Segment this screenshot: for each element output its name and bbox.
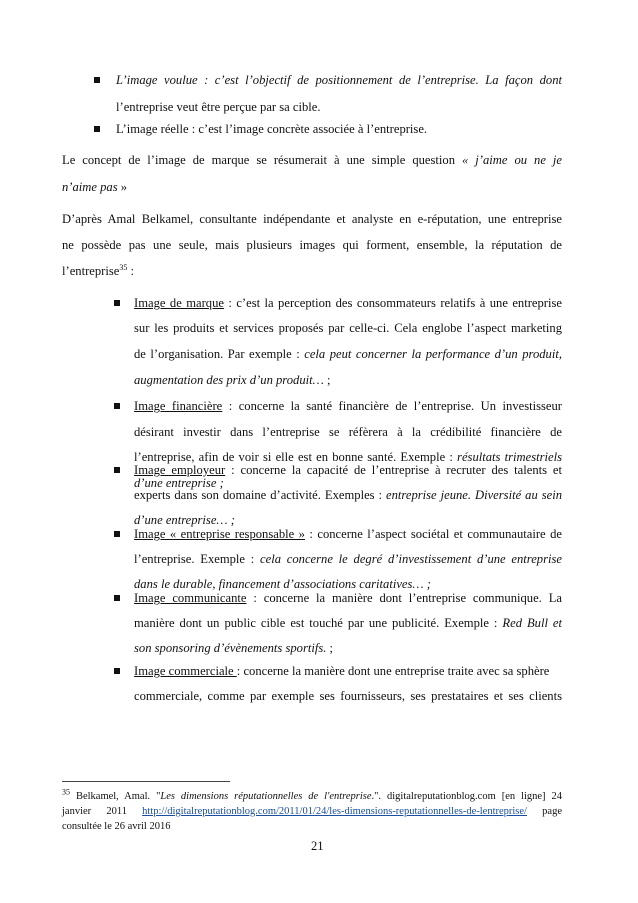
- item-communicating-line-1: Image communicante : concerne la manière dont l’entreprise communique. La: [134, 591, 562, 605]
- item-responsible-line-3: dans le durable, financement d’associations caritatives… ;: [134, 577, 431, 591]
- footnote-line-1: $^{35}$ Belkamel, Amal. "Les dimensions réputationnelles de l'entreprise.". digitalreputationblog.com [en ligne] 24: [62, 787, 562, 802]
- footnote-link[interactable]: http://digitalreputationblog.com/2011/01/24/les-dimensions-reputationnelles-de-lentreprise/: [142, 806, 527, 817]
- footnote-line-3: consultée le 26 avril 2016: [62, 821, 171, 832]
- bullet-icon: [114, 595, 120, 601]
- item-brand-line-1: Image de marque : c’est la perception des consommateurs relatifs à une entreprise: [134, 296, 562, 310]
- intro-bullet-2: L’image réelle : c’est l’image concrète associée à l’entreprise.: [116, 122, 428, 136]
- para1-line-2: n’aime pas »: [62, 180, 128, 194]
- footnote-separator: [62, 781, 230, 782]
- item-brand-line-4: augmentation des prix d’un produit… ;: [134, 373, 331, 387]
- para2-line-1: D’après Amal Belkamel, consultante indépendante et analyste en e-réputation, une entreprise: [62, 212, 562, 226]
- intro-bullet-1-line-1: L’image voulue : c’est l’objectif de positionnement de l’entreprise. La façon dont: [116, 73, 562, 87]
- item-finance-line-4: d’une entreprise ;: [134, 476, 224, 490]
- bullet-icon: [114, 467, 120, 473]
- item-employer-line-2: experts dans son domaine d’activité. Exemples : entreprise jeune. Diversité au sein: [134, 488, 563, 502]
- item-finance-line-2: désirant investir dans l’entreprise se réfèrera à la crédibilité financière de: [134, 425, 562, 439]
- item-communicating-line-3: son sponsoring d’évènements sportifs. ;: [134, 641, 334, 655]
- footnote-line-2: janvier 2011 http://digitalreputationblog.com/2011/01/24/les-dimensions-reputationnelles-de-lentreprise/ page: [62, 806, 562, 817]
- para2-line-3: l’entreprise$^{35}$ :: [62, 262, 134, 278]
- bullet-icon: [114, 531, 120, 537]
- item-commercial-line-1: Image commerciale : concerne la manière dont une entreprise traite avec sa sphère: [134, 664, 550, 678]
- item-finance-line-3: l’entreprise, afin de voir si elle est en bonne santé. Exemple : résultats trimestriels: [134, 450, 562, 464]
- bullet-icon: [94, 126, 100, 132]
- item-communicating-line-2: manière dont un public cible est touché par une publicité. Exemple : Red Bull et: [134, 616, 562, 630]
- item-finance-line-1: Image financière : concerne la santé financière de l’entreprise. Un investisseur: [134, 399, 562, 413]
- item-employer-line-3: d’une entreprise… ;: [134, 513, 235, 527]
- page-number: 21: [311, 839, 324, 853]
- footnote-ref: 35: [119, 262, 128, 272]
- bullet-icon: [114, 403, 120, 409]
- item-employer-term: Image employeur: [134, 463, 226, 477]
- para2-line-2: ne possède pas une seule, mais plusieurs images qui forment, ensemble, la réputation de: [62, 238, 562, 252]
- item-commercial-line-2: commerciale, comme par exemple ses fournisseurs, ses prestataires et ses clients: [134, 689, 562, 703]
- para1-line-1: Le concept de l’image de marque se résumerait à une simple question « j’aime ou ne je: [62, 153, 562, 167]
- item-communicating-term: Image communicante: [134, 591, 247, 605]
- item-brand-line-3: de l’organisation. Par exemple : cela peut concerner la performance d’un produit,: [134, 347, 562, 361]
- item-brand-line-2: sur les produits et services proposés par celle-ci. Cela englobe l’aspect marketing: [134, 321, 562, 335]
- item-responsible-term: Image « entreprise responsable »: [134, 527, 305, 541]
- bullet-icon: [94, 77, 100, 83]
- intro-bullet-1-line-2: l’entreprise veut être perçue par sa cible.: [116, 100, 321, 114]
- item-employer-line-1b: Image employeur : concerne la capacité de l’entreprise à recruter des talents et: [134, 463, 562, 477]
- item-brand-term: Image de marque: [134, 296, 224, 310]
- footnote-number: 35: [62, 787, 70, 797]
- item-responsible-line-2: l’entreprise. Exemple : cela concerne le degré d’investissement d’une entreprise: [134, 552, 562, 566]
- item-finance-term: Image financière: [134, 399, 223, 413]
- item-responsible-line-1: Image « entreprise responsable » : concerne l’aspect sociétal et communautaire de: [134, 527, 562, 541]
- item-commercial-term: Image commerciale: [134, 664, 237, 678]
- bullet-icon: [114, 300, 120, 306]
- bullet-icon: [114, 668, 120, 674]
